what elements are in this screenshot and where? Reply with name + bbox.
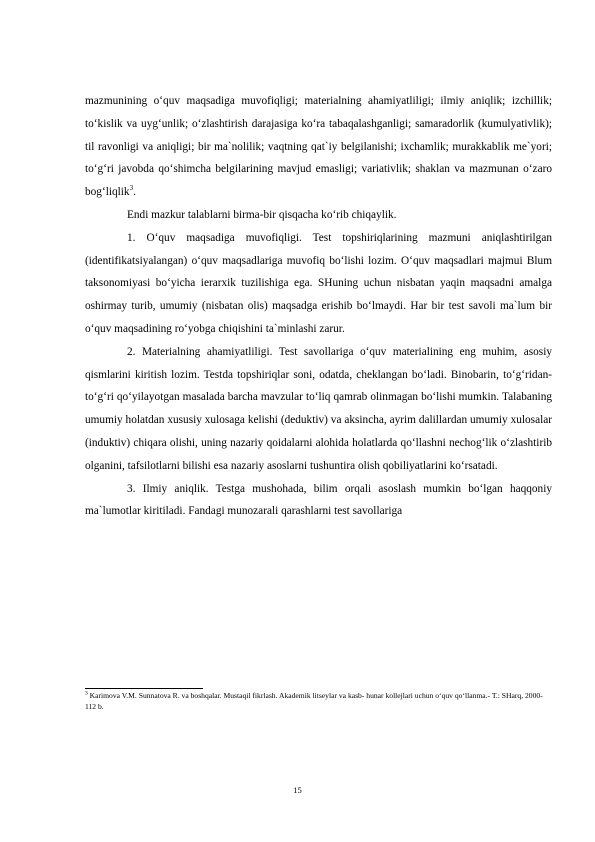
paragraph-text: mazmunining o‘quv maqsadiga muvofiqligi; materialning ahamiyatliligi; ilmiy aniqlik; izchillik; to‘kislik va uyg‘unlik; o‘zlashtirish darajasiga ko‘ra tabaqalashganligi; samaradorlik (kumulyativlik); til ravonligi va aniqligi; bir ma`nolilik; vaqtning qat`iy belgilanishi; ixchamlik; murakkablik me`yori; to‘g‘ri javobda qo‘shimcha belgilarining mavjud emasligi; variativlik; shaklan va mazmunan o‘zaro bog‘liqlik — [85, 95, 552, 199]
body-text — [85, 90, 552, 523]
paragraph-requirement-1: 1. O‘quv maqsadiga muvofiqligi. Test topshiriqlarining mazmuni aniqlashtirilgan (identifikatsiyalangan) o‘quv maqsadlariga muvofiq bo‘lishi lozim. O‘quv maqsadlari majmui Blum taksonomiyasi bo‘yicha ierarxik tuzilishiga ega. SHuning uchun nisbatan yaqin maqsadni amalga oshirmay turib, umumiy (nisbatan olis) maqsadga erishib bo‘lmaydi. Har bir test savoli ma`lum bir o‘quv maqsadining ro‘yobga chiqishini ta`minlashi zarur. — [85, 231, 552, 335]
footnote-text: Karimova V.M. Sunnatova R. va boshqalar. Mustaqil fikrlash. Akademik litseylar va kasb- hunar kollejlari uchun o‘quv qo‘llanma.- T.: SHarq, 2000- 112 b. — [85, 691, 543, 711]
footnote-number: 3 — [85, 690, 88, 697]
paragraph-continuation — [85, 90, 552, 204]
footnote-reference: 3 — [129, 184, 134, 193]
page-number: 15 — [293, 785, 302, 795]
paragraph-requirement-3: 3. Ilmiy aniqlik. Testga mushohada, bilim orqali asoslash mumkin bo‘lgan haqqoniy ma`lumotlar kiritiladi. Fandagi munozarali qarashlarni test savollariga — [85, 482, 552, 518]
paragraph-tail: . — [133, 186, 136, 199]
footnote — [85, 690, 552, 712]
paragraph-intro: Endi mazkur talablarni birma-bir qisqacha ko‘rib chiqaylik. — [127, 208, 397, 221]
footnote-separator — [85, 688, 203, 689]
paragraph-requirement-2: 2. Materialning ahamiyatliligi. Test savollariga o‘quv materialining eng muhim, asosiy qismlarini kiritish lozim. Testda topshiriqlar soni, odatda, cheklangan bo‘ladi. Binobarin, to‘g‘ridan-to‘g‘ri qo‘yilayotgan masalada barcha mavzular to‘liq qamrab olinmagan bo‘lishi mumkin. Talabaning umumiy holatdan xususiy xulosaga kelishi (deduktiv) va aksincha, ayrim dalillardan umumiy xulosalar (induktiv) chiqara olishi, uning nazariy qoidalarni alohida holatlarda qo‘llashni nechog‘lik o‘zlashtirib olganini, tafsilotlarni bilishi esa nazariy asoslarni tushuntira olish qobiliyatlarini ko‘rsatadi. — [85, 345, 552, 472]
